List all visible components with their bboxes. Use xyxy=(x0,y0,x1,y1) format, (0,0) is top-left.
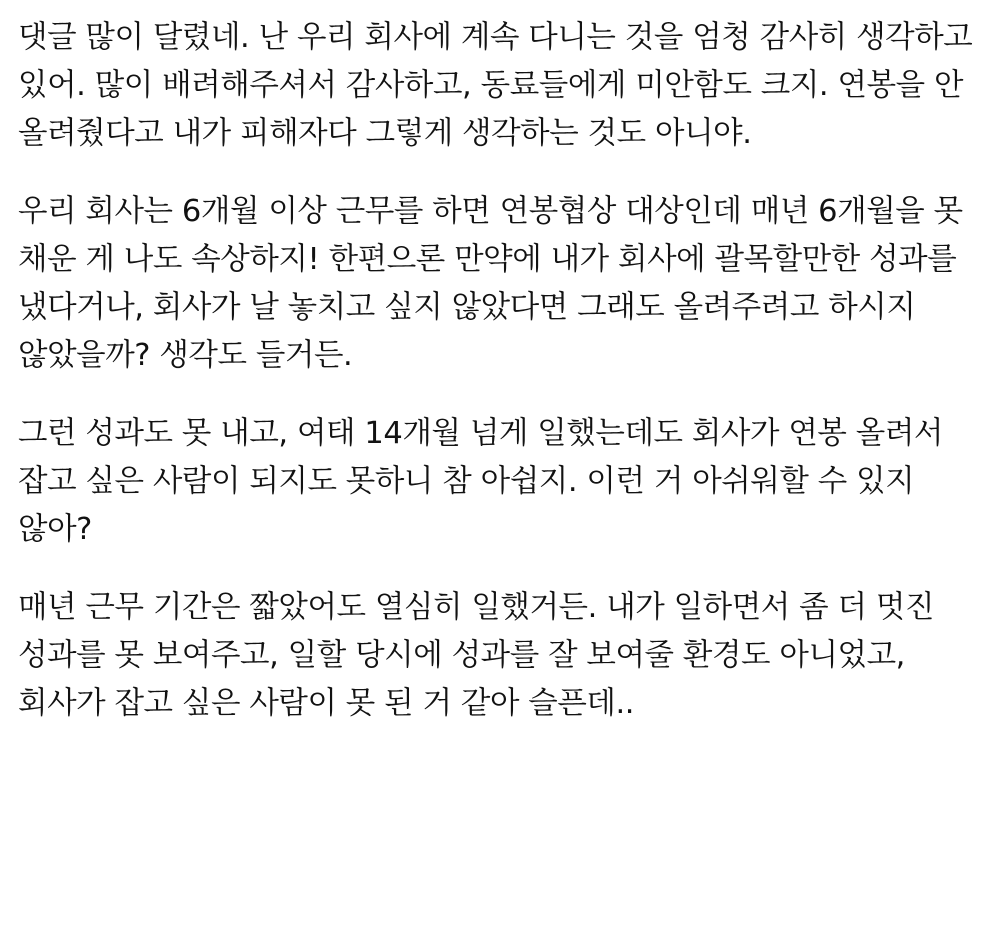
paragraph: 매년 근무 기간은 짧았어도 열심히 일했거든. 내가 일하면서 좀 더 멋진 성과를 못 보여주고, 일할 당시에 성과를 잘 보여줄 환경도 아니었고, 회사가 잡고 싶은 사람이 못 된 거 같아 슬픈데.. xyxy=(18,590,935,721)
paragraph: 댓글 많이 달렸네. 난 우리 회사에 계속 다니는 것을 엄청 감사히 생각하고 있어. 많이 배려해주셔서 감사하고, 동료들에게 미안함도 크지. 연봉을 안 올려줬다고 내가 피해자다 그렇게 생각하는 것도 아니야. xyxy=(18,20,973,151)
paragraph: 그런 성과도 못 내고, 여태 14개월 넘게 일했는데도 회사가 연봉 올려서 잡고 싶은 사람이 되지도 못하니 참 아쉽지. 이런 거 아쉬워할 수 있지 않아? xyxy=(18,416,943,547)
paragraph: 우리 회사는 6개월 이상 근무를 하면 연봉협상 대상인데 매년 6개월을 못 채운 게 나도 속상하지! 한편으론 만약에 내가 회사에 괄목할만한 성과를 냈다거나, 회사가 날 놓치고 싶지 않았다면 그래도 올려주려고 하시지 않았을까? 생각도 들거든. xyxy=(18,194,963,373)
